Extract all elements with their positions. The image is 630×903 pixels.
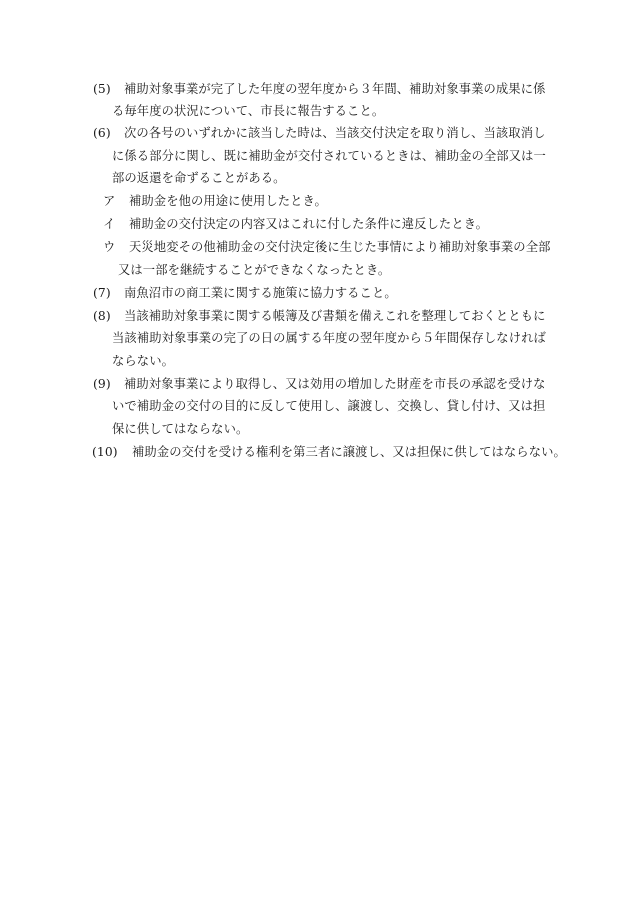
sub-item-u-line-2	[118, 262, 390, 278]
sub-item-u-line-1	[103, 239, 551, 255]
item-marker: (10)	[92, 445, 118, 459]
item-text: に係る部分に関し、既に補助金が交付されているときは、補助金の全部又は一	[112, 149, 546, 163]
list-item-9-line-1	[93, 376, 546, 392]
item-text: いで補助金の交付の目的に反して使用し、譲渡し、交換し、貸し付け、又は担	[112, 399, 546, 413]
item-text: 天災地変その他補助金の交付決定後に生じた事情により補助対象事業の全部	[129, 240, 551, 254]
item-text: 又は一部を継続することができなくなったとき。	[118, 263, 391, 277]
item-text: ならない。	[112, 354, 174, 368]
list-item-8-line-2	[112, 330, 546, 346]
item-text: 補助対象事業により取得し、又は効用の増加した財産を市長の承認を受けな	[124, 377, 546, 391]
list-item-10	[92, 444, 566, 460]
list-item-8-line-3	[112, 353, 174, 369]
item-text: 補助金の交付を受ける権利を第三者に譲渡し、又は担保に供してはならない。	[132, 445, 566, 459]
item-marker: (8)	[93, 309, 111, 323]
item-text: 補助金を他の用途に使用したとき。	[129, 194, 327, 208]
item-marker: ア	[103, 194, 116, 208]
list-item-6-line-2	[112, 148, 546, 164]
list-item-9-line-3	[112, 421, 248, 437]
item-marker: (5)	[93, 82, 111, 96]
item-marker: (7)	[93, 286, 111, 300]
item-text: 南魚沼市の商工業に関する施策に協力すること。	[124, 286, 397, 300]
item-text: 当該補助対象事業に関する帳簿及び書類を備えこれを整理しておくとともに	[124, 309, 546, 323]
item-text: 次の各号のいずれかに該当した時は、当該交付決定を取り消し、当該取消し	[124, 126, 546, 140]
item-text: 部の返還を命ずることがある。	[112, 171, 286, 185]
list-item-8-line-1	[93, 308, 546, 324]
item-text: 補助金の交付決定の内容又はこれに付した条件に違反したとき。	[129, 217, 489, 231]
list-item-6-line-3	[112, 170, 286, 186]
list-item-7	[93, 285, 397, 301]
list-item-6-line-1	[93, 125, 546, 141]
item-marker: (6)	[93, 126, 111, 140]
item-text: る毎年度の状況について、市長に報告すること。	[112, 104, 385, 118]
item-text: 当該補助対象事業の完了の日の属する年度の翌年度から５年間保存しなければ	[112, 331, 546, 345]
list-item-9-line-2	[112, 398, 545, 414]
sub-item-i	[103, 216, 488, 232]
list-item-5-line-2	[112, 103, 384, 119]
item-marker: イ	[103, 217, 116, 231]
item-marker: (9)	[93, 377, 111, 391]
list-item-5-line-1	[93, 81, 546, 97]
sub-item-a	[103, 193, 327, 209]
item-text: 補助対象事業が完了した年度の翌年度から３年間、補助対象事業の成果に係	[124, 82, 546, 96]
item-text: 保に供してはならない。	[112, 422, 249, 436]
item-marker: ウ	[103, 240, 116, 254]
